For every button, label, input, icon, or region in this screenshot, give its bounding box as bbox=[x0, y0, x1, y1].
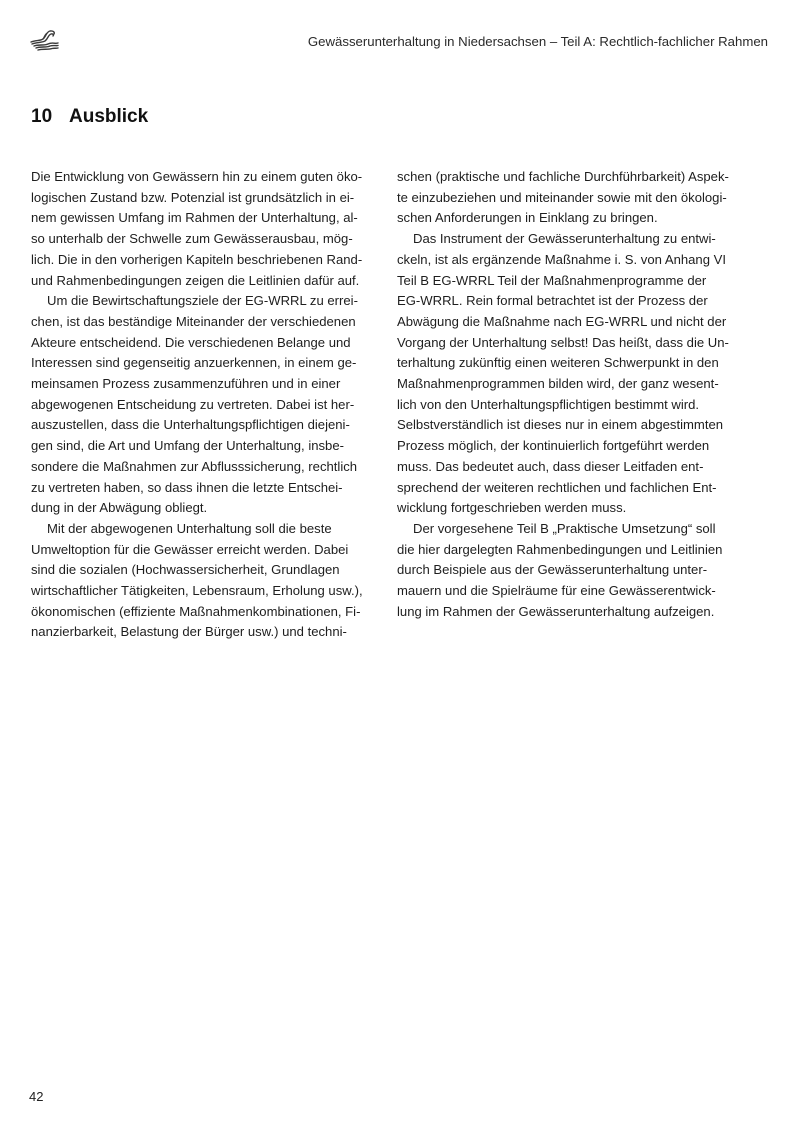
paragraph-1 bbox=[31, 167, 396, 291]
text-line: schen Anforderungen in Einklang zu bringen. bbox=[397, 210, 658, 226]
paragraph-4 bbox=[397, 229, 762, 519]
text-line: Mit der abgewogenen Unterhaltung soll die beste bbox=[47, 520, 332, 536]
page-number: 42 bbox=[29, 1089, 44, 1104]
text-line: die hier dargelegten Rahmenbedingungen und Leitlinien bbox=[397, 541, 723, 557]
text-line: lich. Die in den vorherigen Kapiteln beschriebenen Rand- bbox=[31, 251, 363, 267]
text-line: sprechend der weiteren rechtlichen und fachlichen Ent- bbox=[397, 479, 717, 495]
text-line: nanzierbarkeit, Belastung der Bürger usw.) und techni- bbox=[31, 624, 347, 640]
text-line: Umweltoption für die Gewässer erreicht werden. Dabei bbox=[31, 541, 349, 557]
text-line: Selbstverständlich ist dieses nur in einem abgestimmten bbox=[397, 417, 724, 433]
text-line: Akteure entscheidend. Die verschiedenen Belange und bbox=[31, 334, 351, 350]
text-line: gen sind, die Art und Umfang der Unterhaltung, insbe- bbox=[31, 438, 344, 454]
text-line: Die Entwicklung von Gewässern hin zu einem guten öko- bbox=[31, 169, 363, 184]
running-header: Gewässerunterhaltung in Niedersachsen – Teil A: Rechtlich-fachlicher Rahmen bbox=[307, 34, 768, 49]
text-line: durch Beispiele aus der Gewässerunterhaltung unter- bbox=[397, 562, 708, 578]
paragraph-3-continued bbox=[397, 167, 762, 229]
chapter-title: Ausblick bbox=[69, 106, 149, 127]
text-line: mauern und die Spielräume für eine Gewässerentwick- bbox=[397, 583, 716, 599]
text-line: te einzubeziehen und miteinander sowie mit den ökologi- bbox=[397, 189, 727, 205]
paragraph-5 bbox=[397, 519, 762, 623]
text-line: wicklung fortgeschrieben werden muss. bbox=[397, 500, 627, 516]
chapter-heading bbox=[31, 106, 148, 128]
text-line: Maßnahmenprogrammen bilden wird, der ganz wesent- bbox=[397, 376, 719, 392]
text-line: muss. Das bedeutet auch, dass dieser Leitfaden ent- bbox=[397, 458, 704, 474]
text-line: Abwägung die Maßnahme nach EG-WRRL und nicht der bbox=[397, 313, 727, 329]
text-line: Interessen sind gegenseitig anzuerkennen, in einem ge- bbox=[31, 355, 357, 371]
chapter-number: 10 bbox=[31, 106, 53, 127]
wave-logo-icon bbox=[28, 28, 60, 52]
text-line: Teil B EG-WRRL Teil der Maßnahmenprogramme der bbox=[397, 272, 707, 288]
text-line: chen, ist das beständige Miteinander der verschiedenen bbox=[31, 313, 356, 329]
text-line: wirtschaftlicher Tätigkeiten, Lebensraum, Erholung usw.), bbox=[31, 583, 363, 599]
text-line: abgewogenen Entscheidung zu vertreten. Dabei ist her- bbox=[31, 396, 355, 412]
text-line: so unterhalb der Schwelle zum Gewässerausbau, mög- bbox=[31, 231, 353, 247]
text-line: meinsamen Prozess zusammenzuführen und in einer bbox=[31, 376, 341, 392]
text-line: terhaltung zukünftig einen weiteren Schwerpunkt in den bbox=[397, 355, 719, 371]
right-column bbox=[397, 167, 762, 622]
text-line: auszustellen, dass die Unterhaltungspflichtigen diejeni- bbox=[31, 417, 350, 433]
text-line: Prozess möglich, der kontinuierlich fortgeführt werden bbox=[397, 438, 710, 454]
text-line: und Rahmenbedingungen zeigen die Leitlinien dafür auf. bbox=[31, 272, 360, 288]
text-line: Um die Bewirtschaftungsziele der EG-WRRL zu errei- bbox=[47, 293, 358, 309]
text-line: sind die sozialen (Hochwassersicherheit, Grundlagen bbox=[31, 562, 340, 578]
left-column bbox=[31, 167, 396, 643]
text-line: nem gewissen Umfang im Rahmen der Unterhaltung, al- bbox=[31, 210, 358, 226]
text-line: Das Instrument der Gewässerunterhaltung zu entwi- bbox=[413, 231, 716, 247]
text-line: ökonomischen (effiziente Maßnahmenkombinationen, Fi- bbox=[31, 603, 361, 619]
text-line: sondere die Maßnahmen zur Abflusssicherung, rechtlich bbox=[31, 458, 358, 474]
paragraph-2 bbox=[31, 291, 396, 519]
text-line: schen (praktische und fachliche Durchführbarkeit) Aspek- bbox=[397, 169, 729, 184]
text-line: zu vertreten haben, so dass ihnen die letzte Entschei- bbox=[31, 479, 343, 495]
paragraph-3 bbox=[31, 519, 396, 643]
text-line: EG-WRRL. Rein formal betrachtet ist der Prozess der bbox=[397, 293, 708, 309]
text-line: Vorgang der Unterhaltung selbst! Das heißt, dass die Un- bbox=[397, 334, 729, 350]
text-line: lung im Rahmen der Gewässerunterhaltung aufzeigen. bbox=[397, 603, 715, 619]
text-line: lich von den Unterhaltungspflichtigen bestimmt wird. bbox=[397, 396, 700, 412]
text-line: dung in der Abwägung obliegt. bbox=[31, 500, 208, 516]
text-line: Der vorgesehene Teil B „Praktische Umsetzung“ soll bbox=[413, 520, 716, 536]
text-line: logischen Zustand bzw. Potenzial ist grundsätzlich in ei- bbox=[31, 189, 355, 205]
text-line: ckeln, ist als ergänzende Maßnahme i. S. von Anhang VI bbox=[397, 251, 726, 267]
